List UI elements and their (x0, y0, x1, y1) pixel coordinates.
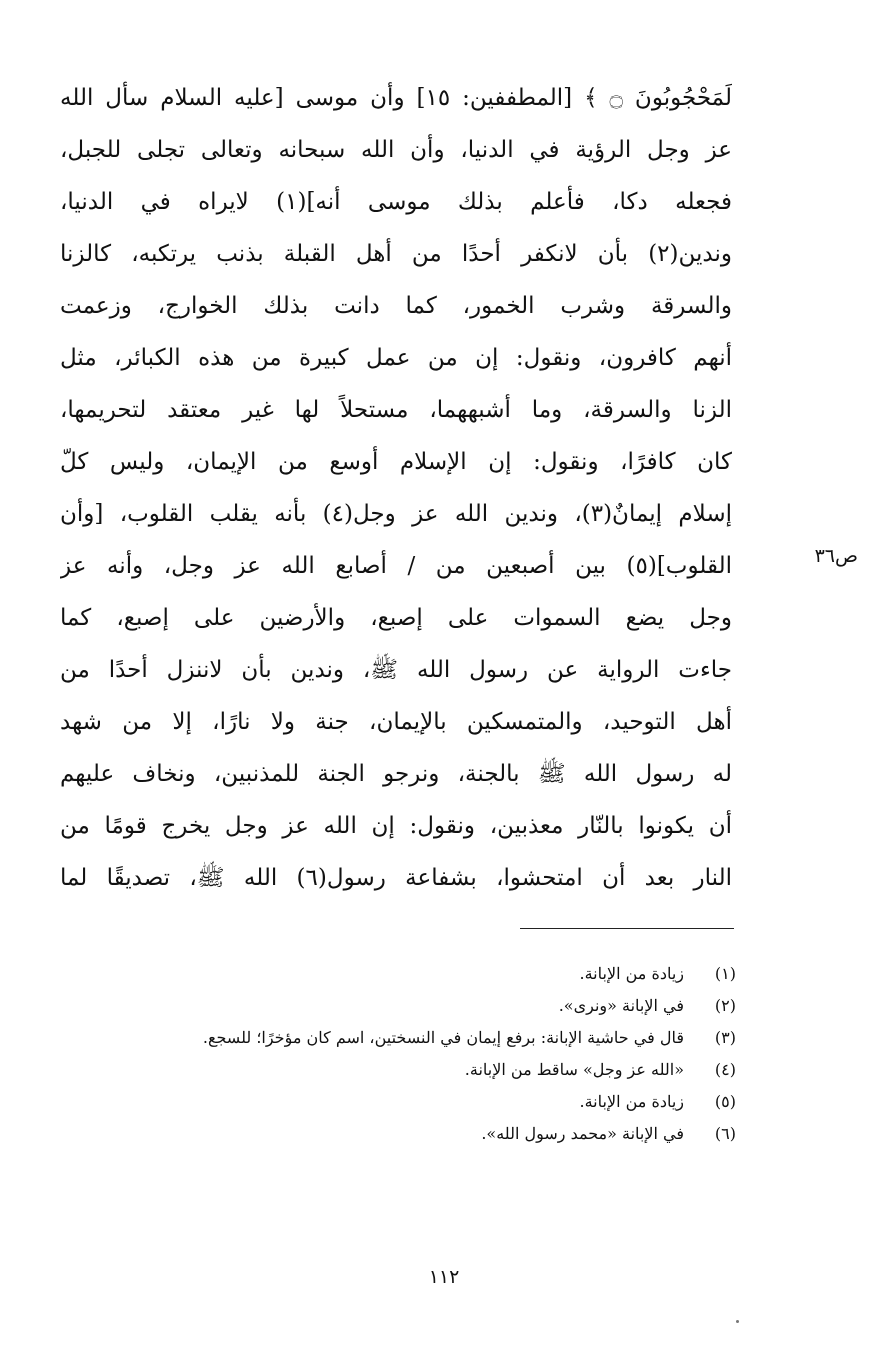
footnote-item (60, 1118, 736, 1150)
text-line: النار بعد أن امتحشوا، بشفاعة رسول(٦) الله ﷺ، تصديقًا لما (60, 865, 732, 891)
text-line: أهل التوحيد، والمتمسكين بالإيمان، جنة ولا نارًا، إلا من شهد (60, 709, 732, 735)
footnote-number: (٣) (714, 1028, 736, 1047)
footnote-number: (٢) (714, 996, 736, 1015)
text-line: له رسول الله ﷺ بالجنة، ونرجو الجنة للمذنبين، ونخاف عليهم (60, 761, 732, 787)
footnote-number: (٦) (714, 1124, 736, 1143)
footnote-number: (٥) (714, 1092, 736, 1111)
footnote-number: (٤) (714, 1060, 736, 1079)
text-line: أن يكونوا بالنّار معذبين، ونقول: إن الله عز وجل يخرج قومًا من (60, 813, 732, 839)
main-text-block (60, 72, 732, 904)
text-line: والسرقة وشرب الخمور، كما دانت بذلك الخوارج، وزعمت (60, 293, 732, 319)
footnote-item (60, 1022, 736, 1054)
footnote-text: زيادة من الإبانة. (579, 964, 684, 983)
text-line: إسلام إيمانٌ(٣)، وندين الله عز وجل(٤) بأنه يقلب القلوب، [وأن (60, 501, 732, 527)
footnote-text: زيادة من الإبانة. (579, 1092, 684, 1111)
text-line: لَمَحْجُوبُونَ ۝ ﴾ [المطففين: ١٥] وأن موسى [عليه السلام سأل الله (60, 85, 732, 111)
manuscript-page-marker: ص٣٦ (814, 545, 858, 567)
text-line: جاءت الرواية عن رسول الله ﷺ، وندين بأن لاننزل أحدًا من (60, 657, 732, 683)
text-line: أنهم كافرون، ونقول: إن من عمل كبيرة من هذه الكبائر، مثل (60, 345, 732, 371)
text-line: عز وجل الرؤية في الدنيا، وأن الله سبحانه وتعالى تجلى للجبل، (60, 137, 732, 163)
page-number: ١١٢ (428, 1266, 460, 1288)
footnote-divider (520, 928, 734, 929)
text-line: وجل يضع السموات على إصبع، والأرضين على إصبع، كما (60, 605, 732, 631)
footnote-text: قال في حاشية الإبانة: برفع إيمان في النسختين، اسم كان مؤخرًا؛ للسجع. (202, 1028, 684, 1047)
footnote-number: (١) (714, 964, 736, 983)
text-line: الزنا والسرقة، وما أشبههما، مستحلاً لها غير معتقد لتحريمها، (60, 397, 732, 423)
text-line: وندين(٢) بأن لانكفر أحدًا من أهل القبلة بذنب يرتكبه، كالزنا (60, 241, 732, 267)
footnote-item (60, 990, 736, 1022)
text-line: كان كافرًا، ونقول: إن الإسلام أوسع من الإيمان، وليس كلّ (60, 449, 732, 475)
footnote-text: في الإبانة «محمد رسول الله». (481, 1124, 684, 1143)
scan-speck (736, 1320, 739, 1323)
footnote-item (60, 958, 736, 990)
footnotes-list (60, 958, 736, 1150)
footnote-text: في الإبانة «ونرى». (558, 996, 684, 1015)
footnote-item (60, 1086, 736, 1118)
text-line: القلوب](٥) بين أصبعين من / أصابع الله عز وجل، وأنه عز (60, 553, 732, 579)
footnote-text: «الله عز وجل» ساقط من الإبانة. (464, 1060, 684, 1079)
footnote-item (60, 1054, 736, 1086)
text-line: فجعله دكا، فأعلم بذلك موسى أنه](١) لايراه في الدنيا، (60, 189, 732, 215)
